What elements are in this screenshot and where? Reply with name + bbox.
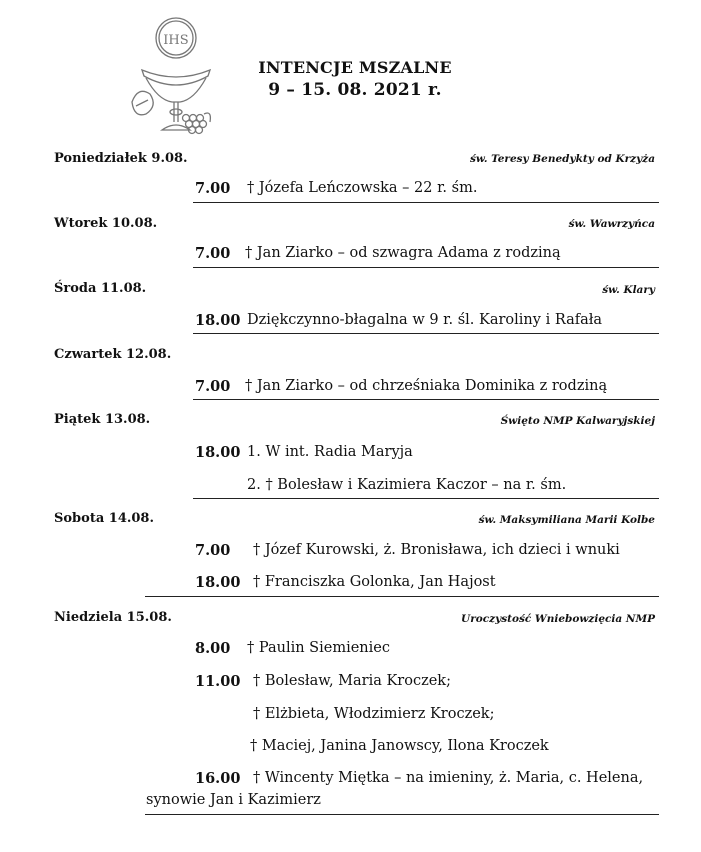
divider xyxy=(193,267,659,268)
mass-time: 7.00 xyxy=(195,542,231,559)
divider xyxy=(145,814,659,815)
day-name: Poniedziałek 9.08. xyxy=(54,151,188,166)
mass-time: 7.00 xyxy=(195,378,231,395)
mass-time: 8.00 xyxy=(195,640,231,657)
feast-name: św. Teresy Benedykty od Krzyża xyxy=(469,153,655,165)
divider xyxy=(193,333,659,334)
intention-text: † Bolesław, Maria Kroczek; xyxy=(253,673,451,689)
intention-text: † Józefa Leńczowska – 22 r. śm. xyxy=(247,180,478,196)
divider xyxy=(193,399,659,400)
mass-time: 11.00 xyxy=(195,673,241,690)
divider xyxy=(145,596,659,597)
mass-time: 18.00 xyxy=(195,444,241,461)
day-name: Wtorek 10.08. xyxy=(54,216,158,231)
intention-text: † Maciej, Janina Janowscy, Ilona Kroczek xyxy=(250,738,549,754)
feast-name: Uroczystość Wniebowzięcia NMP xyxy=(461,613,655,625)
intention-text: 1. W int. Radia Maryja xyxy=(247,444,413,460)
date-range: 9 – 15. 08. 2021 r. xyxy=(268,80,442,100)
page-title: INTENCJE MSZALNE xyxy=(258,58,452,77)
intention-text: † Wincenty Miętka – na imieniny, ż. Maria, c. Helena, xyxy=(253,770,644,786)
day-name: Piątek 13.08. xyxy=(54,412,151,427)
mass-time: 16.00 xyxy=(195,770,241,787)
divider xyxy=(193,202,659,203)
day-name: Środa 11.08. xyxy=(54,281,147,296)
intention-text: † Elżbieta, Włodzimierz Kroczek; xyxy=(253,706,495,722)
mass-time: 7.00 xyxy=(195,245,231,262)
intention-text: † Paulin Siemieniec xyxy=(247,640,390,656)
mass-time: 18.00 xyxy=(195,574,241,591)
logo-text: IHS xyxy=(163,33,189,48)
feast-name: św. Maksymiliana Marii Kolbe xyxy=(478,514,655,526)
day-name: Sobota 14.08. xyxy=(54,511,155,526)
chalice-logo xyxy=(128,14,214,138)
intention-text: † Józef Kurowski, ż. Bronisława, ich dzieci i wnuki xyxy=(253,542,620,558)
divider xyxy=(193,498,659,499)
chalice-icon xyxy=(128,14,214,138)
mass-time: 18.00 xyxy=(195,312,241,329)
intention-text: † Franciszka Golonka, Jan Hajost xyxy=(253,574,496,590)
feast-name: św. Wawrzyńca xyxy=(568,218,655,230)
intention-text: 2. † Bolesław i Kazimiera Kaczor – na r. śm. xyxy=(247,477,567,493)
day-name: Niedziela 15.08. xyxy=(54,610,172,625)
intention-text: † Jan Ziarko – od szwagra Adama z rodziną xyxy=(245,245,561,261)
feast-name: św. Klary xyxy=(602,284,655,296)
intention-text: † Jan Ziarko – od chrześniaka Dominika z rodziną xyxy=(245,378,608,394)
feast-name: Święto NMP Kalwaryjskiej xyxy=(500,415,655,427)
intention-text: synowie Jan i Kazimierz xyxy=(146,792,321,808)
day-name: Czwartek 12.08. xyxy=(54,347,172,362)
intention-text: Dziękczynno-błagalna w 9 r. śl. Karoliny i Rafała xyxy=(247,312,603,328)
mass-time: 7.00 xyxy=(195,180,231,197)
